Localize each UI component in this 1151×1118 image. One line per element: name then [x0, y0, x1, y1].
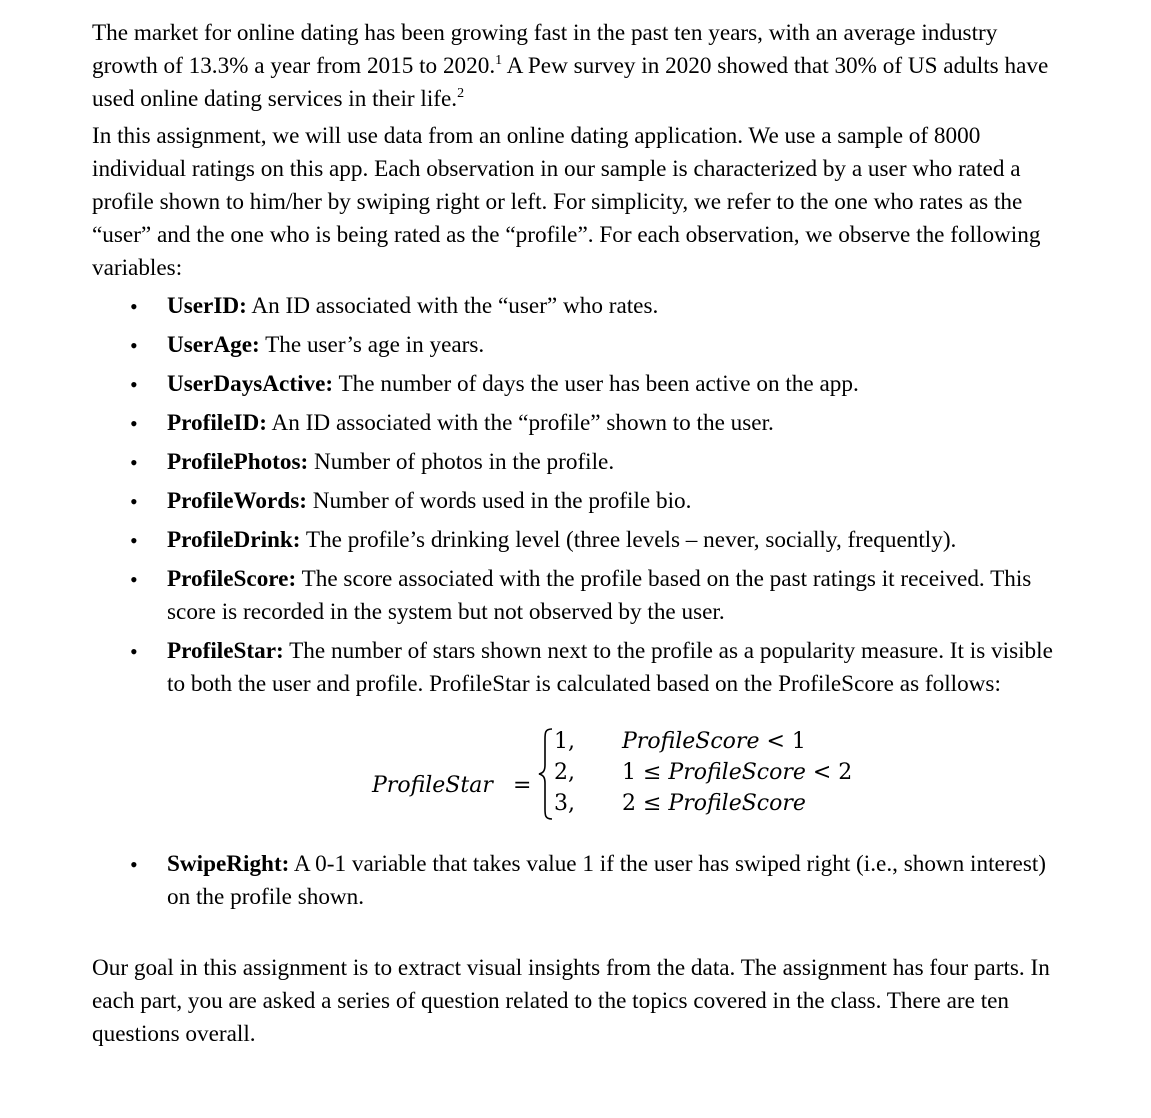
variable-desc: An ID associated with the “profile” shown to the user. — [267, 410, 774, 436]
footnote-ref-1[interactable]: 1 — [495, 53, 503, 68]
case-condition-3: 2 ≤ ProfileScore — [622, 791, 806, 816]
variable-name: ProfileStar: — [167, 638, 284, 664]
bullet-icon: • — [130, 450, 138, 475]
variable-list-continued — [92, 848, 1067, 914]
variable-list — [92, 290, 1067, 701]
bullet-icon: • — [130, 567, 138, 592]
list-item — [92, 446, 1067, 479]
formula-equals: = — [513, 773, 532, 798]
variable-name: ProfileDrink: — [167, 527, 301, 553]
variable-desc: A 0-1 variable that takes value 1 if the user has swiped right (i.e., shown interest) on the profile shown. — [167, 851, 1047, 910]
case-condition-2: 1 ≤ ProfileScore < 2 — [622, 760, 853, 785]
bullet-icon: • — [130, 411, 138, 436]
case-condition-1: ProfileScore < 1 — [622, 729, 806, 754]
formula-lhs: ProfileStar — [372, 773, 493, 798]
variable-name: ProfileScore: — [167, 566, 297, 592]
variable-desc: The user’s age in years. — [259, 332, 485, 358]
list-item — [92, 485, 1067, 518]
list-item — [92, 329, 1067, 362]
curly-brace-icon — [538, 727, 554, 821]
variable-name: ProfilePhotos: — [167, 449, 309, 475]
list-item — [92, 368, 1067, 401]
case-value-2: 2, — [554, 760, 575, 785]
profile-star-formula — [92, 725, 1067, 843]
variable-desc: An ID associated with the “user” who rates. — [246, 293, 659, 319]
variable-name: SwipeRight: — [167, 851, 290, 877]
variable-name: UserDaysActive: — [167, 371, 334, 397]
bullet-icon: • — [130, 294, 138, 319]
case-value-3: 3, — [554, 791, 575, 816]
list-item — [92, 290, 1067, 323]
variable-desc: Number of words used in the profile bio. — [306, 488, 692, 514]
variable-name: UserID: — [167, 293, 247, 319]
variable-desc: The number of days the user has been active on the app. — [333, 371, 859, 397]
intro-text-b: A Pew survey in 2020 showed that 30% of US adults have used online dating services in their life. — [92, 53, 1049, 112]
variable-desc: The profile’s drinking level (three levels – never, socially, frequently). — [300, 527, 957, 553]
document-page — [92, 17, 1067, 1051]
variable-desc: The score associated with the profile based on the past ratings it received. This score is recorded in the system but not observed by the user. — [167, 566, 1032, 625]
bullet-icon: • — [130, 639, 138, 664]
variable-name: ProfileID: — [167, 410, 268, 436]
list-item — [92, 563, 1067, 629]
list-item — [92, 848, 1067, 914]
footnote-ref-2[interactable]: 2 — [457, 86, 465, 101]
case-value-1: 1, — [554, 729, 575, 754]
intro-paragraph — [92, 17, 1067, 116]
intro-text-a: The market for online dating has been growing fast in the past ten years, with an average industry growth of 13.3% a year from 2015 to 2020. — [92, 20, 998, 79]
list-item — [92, 407, 1067, 440]
bullet-icon: • — [130, 333, 138, 358]
bullet-icon: • — [130, 489, 138, 514]
variable-name: UserAge: — [167, 332, 260, 358]
bullet-icon: • — [130, 372, 138, 397]
assignment-paragraph: In this assignment, we will use data from an online dating application. We use a sample of 8000 individual ratings on this app. Each observation in our sample is characterized by a user who rated a profile shown to him/her by swiping right or left. For simplicity, we refer to the one who rates as the “user” and the one who is being rated as the “profile”. For each observation, we observe the following variables: — [92, 123, 1041, 281]
list-item — [92, 635, 1067, 701]
bullet-icon: • — [130, 528, 138, 553]
variable-name: ProfileWords: — [167, 488, 307, 514]
variable-desc: Number of photos in the profile. — [308, 449, 615, 475]
goal-paragraph: Our goal in this assignment is to extract visual insights from the data. The assignment has four parts. In each part, you are asked a series of question related to the topics covered in the class. There are ten questions overall. — [92, 955, 1050, 1047]
bullet-icon: • — [130, 852, 138, 877]
variable-desc: The number of stars shown next to the profile as a popularity measure. It is visible to both the user and profile. ProfileStar is calculated based on the ProfileScore as follows: — [167, 638, 1053, 697]
list-item — [92, 524, 1067, 557]
